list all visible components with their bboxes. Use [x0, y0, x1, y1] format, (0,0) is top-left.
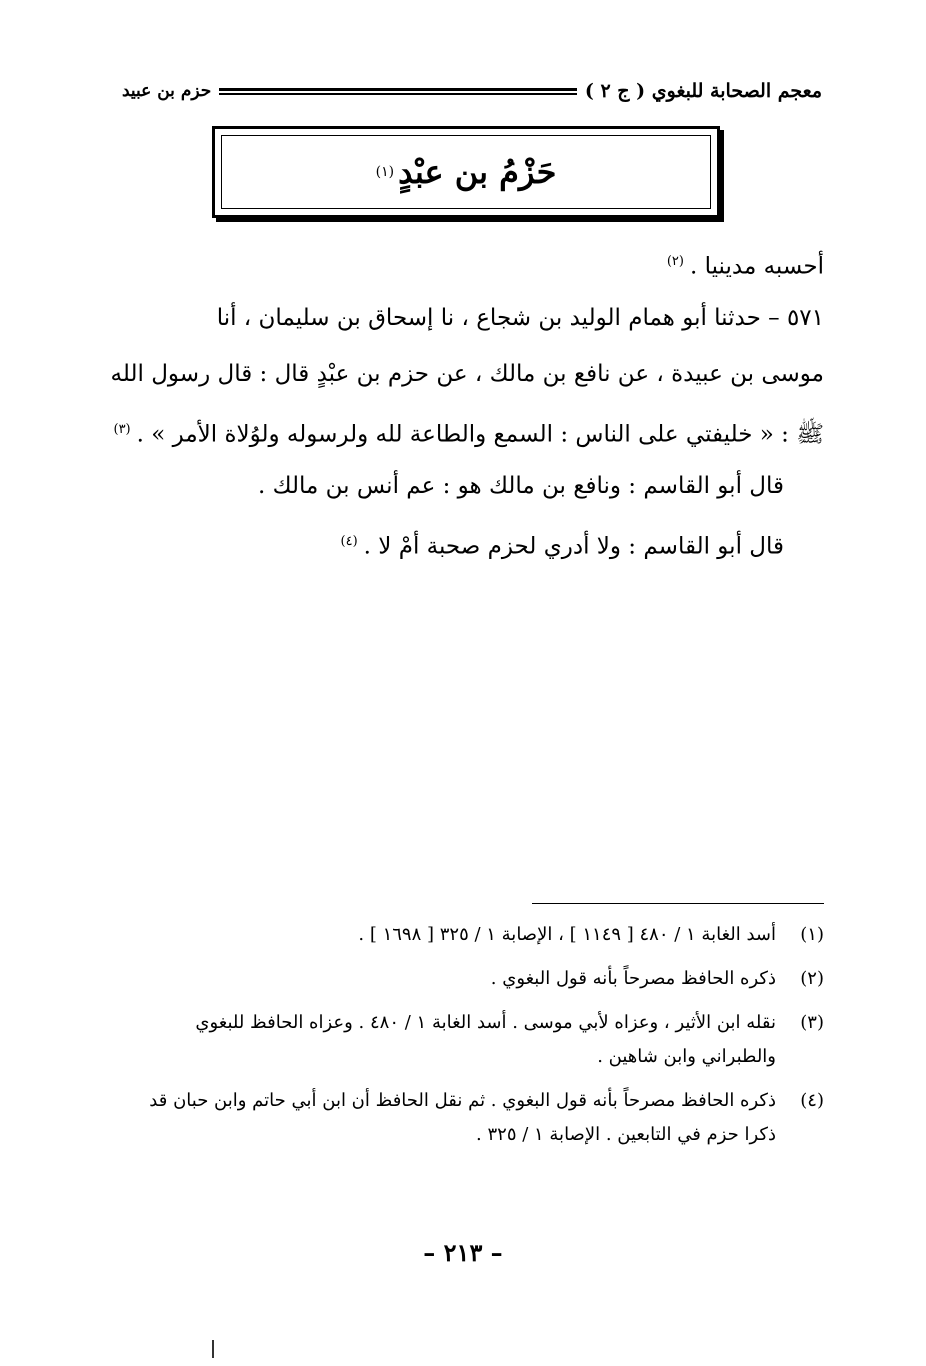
text-line	[100, 234, 824, 290]
text-line	[100, 346, 824, 402]
text-line-1: أحسبه مدينيا .	[689, 253, 824, 280]
entry-title-frame	[212, 126, 720, 218]
text-line	[100, 290, 824, 346]
header-book-title: معجم الصحابة للبغوي ( ج ٢ )	[584, 80, 822, 102]
text-line	[100, 514, 824, 570]
main-text	[100, 234, 824, 570]
text-line	[100, 402, 824, 458]
footnote-item	[100, 962, 824, 996]
text-line-3: موسى بن عبيدة ، عن نافع بن مالك ، عن حزم بن عبْدٍ قال : قال رسول الله	[110, 361, 824, 387]
text-line-6: قال أبو القاسم : ولا أدري لحزم صحبة أمْ لا .	[363, 533, 784, 560]
footnote-ref: (٣)	[113, 422, 131, 437]
text-line-5: قال أبو القاسم : ونافع بن مالك هو : عم أنس بن مالك .	[257, 473, 784, 499]
footnote-text: ذكره الحافظ مصرحاً بأنه قول البغوي . ثم نقل الحافظ أن ابن أبي حاتم وابن حبان قد	[149, 1090, 776, 1111]
footnote-number: (٢)	[800, 968, 824, 989]
text-line-2: ٥٧١ – حدثنا أبو همام الوليد بن شجاع ، نا إسحاق بن سليمان ، أنا	[216, 305, 824, 331]
header-rule	[219, 88, 577, 95]
footnote-ref: (٢)	[666, 254, 684, 269]
page-number: – ٢١٣ –	[423, 1238, 503, 1267]
entry-title-inner-frame	[221, 135, 711, 209]
footnote-number: (٣)	[800, 1012, 824, 1033]
running-header	[122, 74, 822, 108]
text-line-4: ﷺ : « خليفتي على الناس : السمع والطاعة لله ولرسوله ولوُلاة الأمر » .	[136, 421, 824, 448]
footnote-number: (١)	[800, 924, 824, 945]
footnote-text: ذكره الحافظ مصرحاً بأنه قول البغوي .	[490, 968, 776, 989]
footnotes	[100, 918, 824, 1162]
footnote-text: نقله ابن الأثير ، وعزاه لأبي موسى . أسد الغابة ١ / ٤٨٠ . وعزاه الحافظ للبغوي	[195, 1012, 776, 1033]
footnote-text: أسد الغابة ١ / ٤٨٠ [ ١١٤٩ ] ، الإصابة ١ / ٣٢٥ [ ١٦٩٨ ] .	[358, 924, 776, 945]
footnote-item	[100, 918, 824, 952]
footnote-text: ذكرا حزم في التابعين . الإصابة ١ / ٣٢٥ .	[476, 1124, 776, 1145]
footnote-separator	[532, 903, 824, 904]
scan-mark	[212, 1340, 214, 1358]
entry-title-footnote-ref: (١)	[375, 164, 395, 180]
header-section-title: حزم بن عبيد	[122, 81, 212, 101]
footnote-number: (٤)	[800, 1090, 824, 1111]
footnote-ref: (٤)	[340, 534, 358, 549]
text-line	[100, 458, 824, 514]
footnote-item	[100, 1084, 824, 1152]
footnote-text: والطبراني وابن شاهين .	[597, 1046, 776, 1067]
entry-title: حَزْمُ بن عبْدٍ	[398, 153, 557, 191]
footnote-item	[100, 1006, 824, 1074]
